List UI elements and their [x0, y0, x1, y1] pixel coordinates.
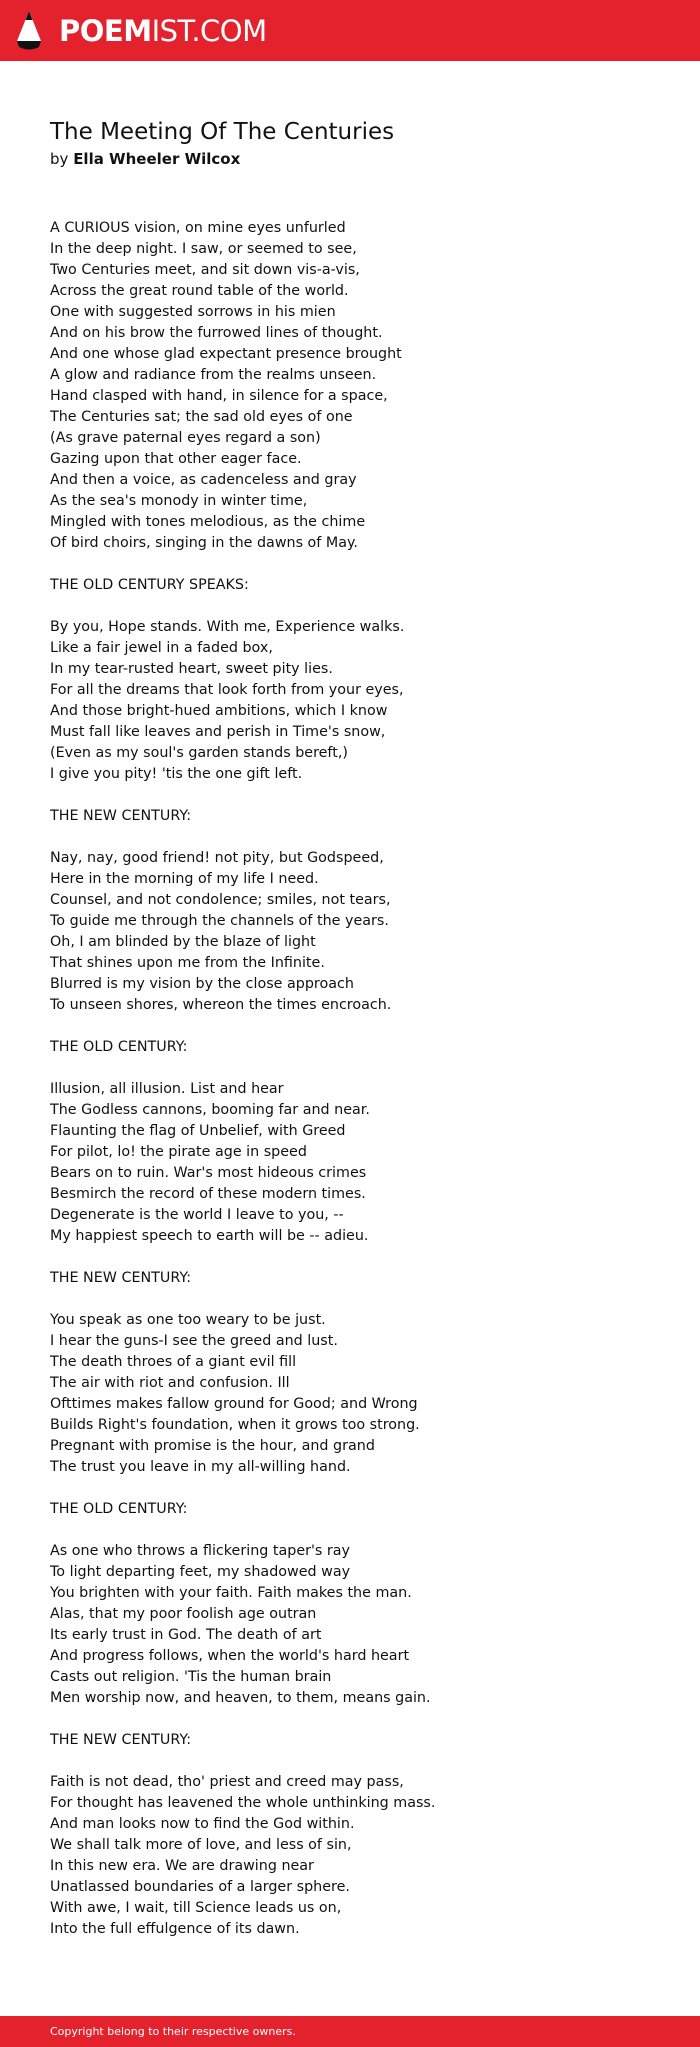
poem-line: Gazing upon that other eager face. — [50, 451, 302, 467]
poem-title: The Meeting Of The Centuries — [50, 119, 395, 145]
poem-line: As one who throws a flickering taper's ray — [50, 1543, 351, 1559]
poem-line: By you, Hope stands. With me, Experience walks. — [50, 619, 405, 635]
logo-bold-text: POEM — [59, 14, 152, 48]
poem-line: Unatlassed boundaries of a larger sphere. — [50, 1879, 350, 1895]
pencil-tip-icon — [17, 11, 41, 51]
poem-line: The Godless cannons, booming far and near. — [50, 1102, 370, 1118]
poem-line: For all the dreams that look forth from your eyes, — [50, 682, 404, 698]
logo-light-text: IST.COM — [151, 14, 267, 48]
by-label: by — [50, 150, 69, 168]
poem-line: Oh, I am blinded by the blaze of light — [50, 934, 316, 950]
poem-line: Must fall like leaves and perish in Time's snow, — [50, 724, 386, 740]
poem-line: Flaunting the flag of Unbelief, with Greed — [50, 1123, 346, 1139]
poem-line: Ofttimes makes fallow ground for Good; and Wrong — [50, 1396, 418, 1412]
poem-line: Across the great round table of the world. — [50, 283, 349, 299]
poem-line: (As grave paternal eyes regard a son) — [50, 430, 321, 446]
poem-line: To unseen shores, whereon the times encroach. — [50, 997, 392, 1013]
poem-line: For pilot, lo! the pirate age in speed — [50, 1144, 307, 1160]
poem-line: With awe, I wait, till Science leads us on, — [50, 1900, 342, 1916]
poem-line: Mingled with tones melodious, as the chime — [50, 514, 366, 530]
poem-line: I hear the guns-I see the greed and lust. — [50, 1333, 338, 1349]
poem-line: Men worship now, and heaven, to them, means gain. — [50, 1690, 431, 1706]
poem-line: Illusion, all illusion. List and hear — [50, 1081, 284, 1097]
stanza — [50, 1772, 670, 1940]
poem-line: Builds Right's foundation, when it grows too strong. — [50, 1417, 420, 1433]
stanza-gap — [50, 1709, 670, 1730]
poem-line: THE OLD CENTURY SPEAKS: — [50, 577, 249, 593]
stanza-gap — [50, 1520, 670, 1541]
poem-line: THE NEW CENTURY: — [50, 1732, 192, 1748]
poem-line: THE NEW CENTURY: — [50, 808, 192, 824]
poem-line: My happiest speech to earth will be -- adieu. — [50, 1228, 369, 1244]
poem-line: Blurred is my vision by the close approach — [50, 976, 354, 992]
stanza — [50, 1310, 670, 1478]
poem-line: Here in the morning of my life I need. — [50, 871, 319, 887]
stanza — [50, 218, 670, 554]
poem-line: A glow and radiance from the realms unseen. — [50, 367, 377, 383]
poem-line: THE OLD CENTURY: — [50, 1501, 188, 1517]
poem-line: In this new era. We are drawing near — [50, 1858, 314, 1874]
site-header — [0, 0, 700, 61]
poem-line: And progress follows, when the world's hard heart — [50, 1648, 410, 1664]
poem-line: That shines upon me from the Infinite. — [50, 955, 325, 971]
poem-line: Nay, nay, good friend! not pity, but Godspeed, — [50, 850, 384, 866]
speaker-heading — [50, 1037, 670, 1058]
stanza — [50, 617, 670, 785]
poem-line: Casts out religion. 'Tis the human brain — [50, 1669, 332, 1685]
stanza-gap — [50, 1247, 670, 1268]
site-logo-text — [59, 11, 267, 51]
poem-line: Besmirch the record of these modern times. — [50, 1186, 366, 1202]
stanza — [50, 848, 670, 1016]
poem-line: For thought has leavened the whole unthinking mass. — [50, 1795, 436, 1811]
poem-line: And one whose glad expectant presence brought — [50, 346, 402, 362]
poem-line: And man looks now to find the God within. — [50, 1816, 355, 1832]
poem-line: And on his brow the furrowed lines of thought. — [50, 325, 383, 341]
stanza-gap — [50, 785, 670, 806]
poem-line: Faith is not dead, tho' priest and creed may pass, — [50, 1774, 404, 1790]
site-logo[interactable] — [17, 11, 267, 51]
stanza-gap — [50, 827, 670, 848]
speaker-heading — [50, 1499, 670, 1520]
poem-line: Counsel, and not condolence; smiles, not tears, — [50, 892, 391, 908]
stanza-gap — [50, 1289, 670, 1310]
speaker-heading — [50, 575, 670, 596]
stanza-gap — [50, 1751, 670, 1772]
speaker-heading — [50, 1268, 670, 1289]
poem-line: Bears on to ruin. War's most hideous crimes — [50, 1165, 367, 1181]
poem-line: A CURIOUS vision, on mine eyes unfurled — [50, 220, 346, 236]
site-footer — [0, 2016, 700, 2047]
poem-line: THE OLD CENTURY: — [50, 1039, 188, 1055]
poem-line: Its early trust in God. The death of art — [50, 1627, 322, 1643]
poem-line: The death throes of a giant evil fill — [50, 1354, 297, 1370]
poem-line: We shall talk more of love, and less of sin, — [50, 1837, 352, 1853]
poem-line: (Even as my soul's garden stands bereft,) — [50, 745, 348, 761]
poem-line: And then a voice, as cadenceless and gray — [50, 472, 357, 488]
poem-line: As the sea's monody in winter time, — [50, 493, 308, 509]
poem-line: You brighten with your faith. Faith makes the man. — [50, 1585, 412, 1601]
stanza-gap — [50, 554, 670, 575]
poem-line: Pregnant with promise is the hour, and grand — [50, 1438, 375, 1454]
stanza-gap — [50, 1478, 670, 1499]
poem-line: The Centuries sat; the sad old eyes of one — [50, 409, 353, 425]
poem-line: THE NEW CENTURY: — [50, 1270, 192, 1286]
speaker-heading — [50, 1730, 670, 1751]
poem-line: Hand clasped with hand, in silence for a space, — [50, 388, 388, 404]
speaker-heading — [50, 806, 670, 827]
poem-line: Two Centuries meet, and sit down vis-a-vis, — [50, 262, 360, 278]
poem-line: The air with riot and confusion. Ill — [50, 1375, 290, 1391]
stanza — [50, 1541, 670, 1709]
author-name[interactable]: Ella Wheeler Wilcox — [73, 150, 241, 168]
poem-line: Into the full effulgence of its dawn. — [50, 1921, 300, 1937]
poem-line: In my tear-rusted heart, sweet pity lies. — [50, 661, 333, 677]
poem-line: To guide me through the channels of the years. — [50, 913, 389, 929]
poem-body — [50, 218, 670, 1940]
stanza-gap — [50, 1058, 670, 1079]
copyright-notice: Copyright belong to their respective owners. — [50, 2025, 296, 2038]
stanza — [50, 1079, 670, 1247]
poem-line: Alas, that my poor foolish age outran — [50, 1606, 317, 1622]
poem-line: The trust you leave in my all-willing hand. — [50, 1459, 351, 1475]
poem-line: You speak as one too weary to be just. — [50, 1312, 326, 1328]
poem-line: In the deep night. I saw, or seemed to see, — [50, 241, 357, 257]
poem-line: Of bird choirs, singing in the dawns of May. — [50, 535, 358, 551]
poem-line: One with suggested sorrows in his mien — [50, 304, 336, 320]
byline — [50, 148, 240, 170]
poem-line: I give you pity! 'tis the one gift left. — [50, 766, 303, 782]
stanza-gap — [50, 1016, 670, 1037]
poem-line: To light departing feet, my shadowed way — [50, 1564, 351, 1580]
poem-line: And those bright-hued ambitions, which I know — [50, 703, 388, 719]
poem-line: Like a fair jewel in a faded box, — [50, 640, 273, 656]
poem-line: Degenerate is the world I leave to you, -- — [50, 1207, 344, 1223]
stanza-gap — [50, 596, 670, 617]
